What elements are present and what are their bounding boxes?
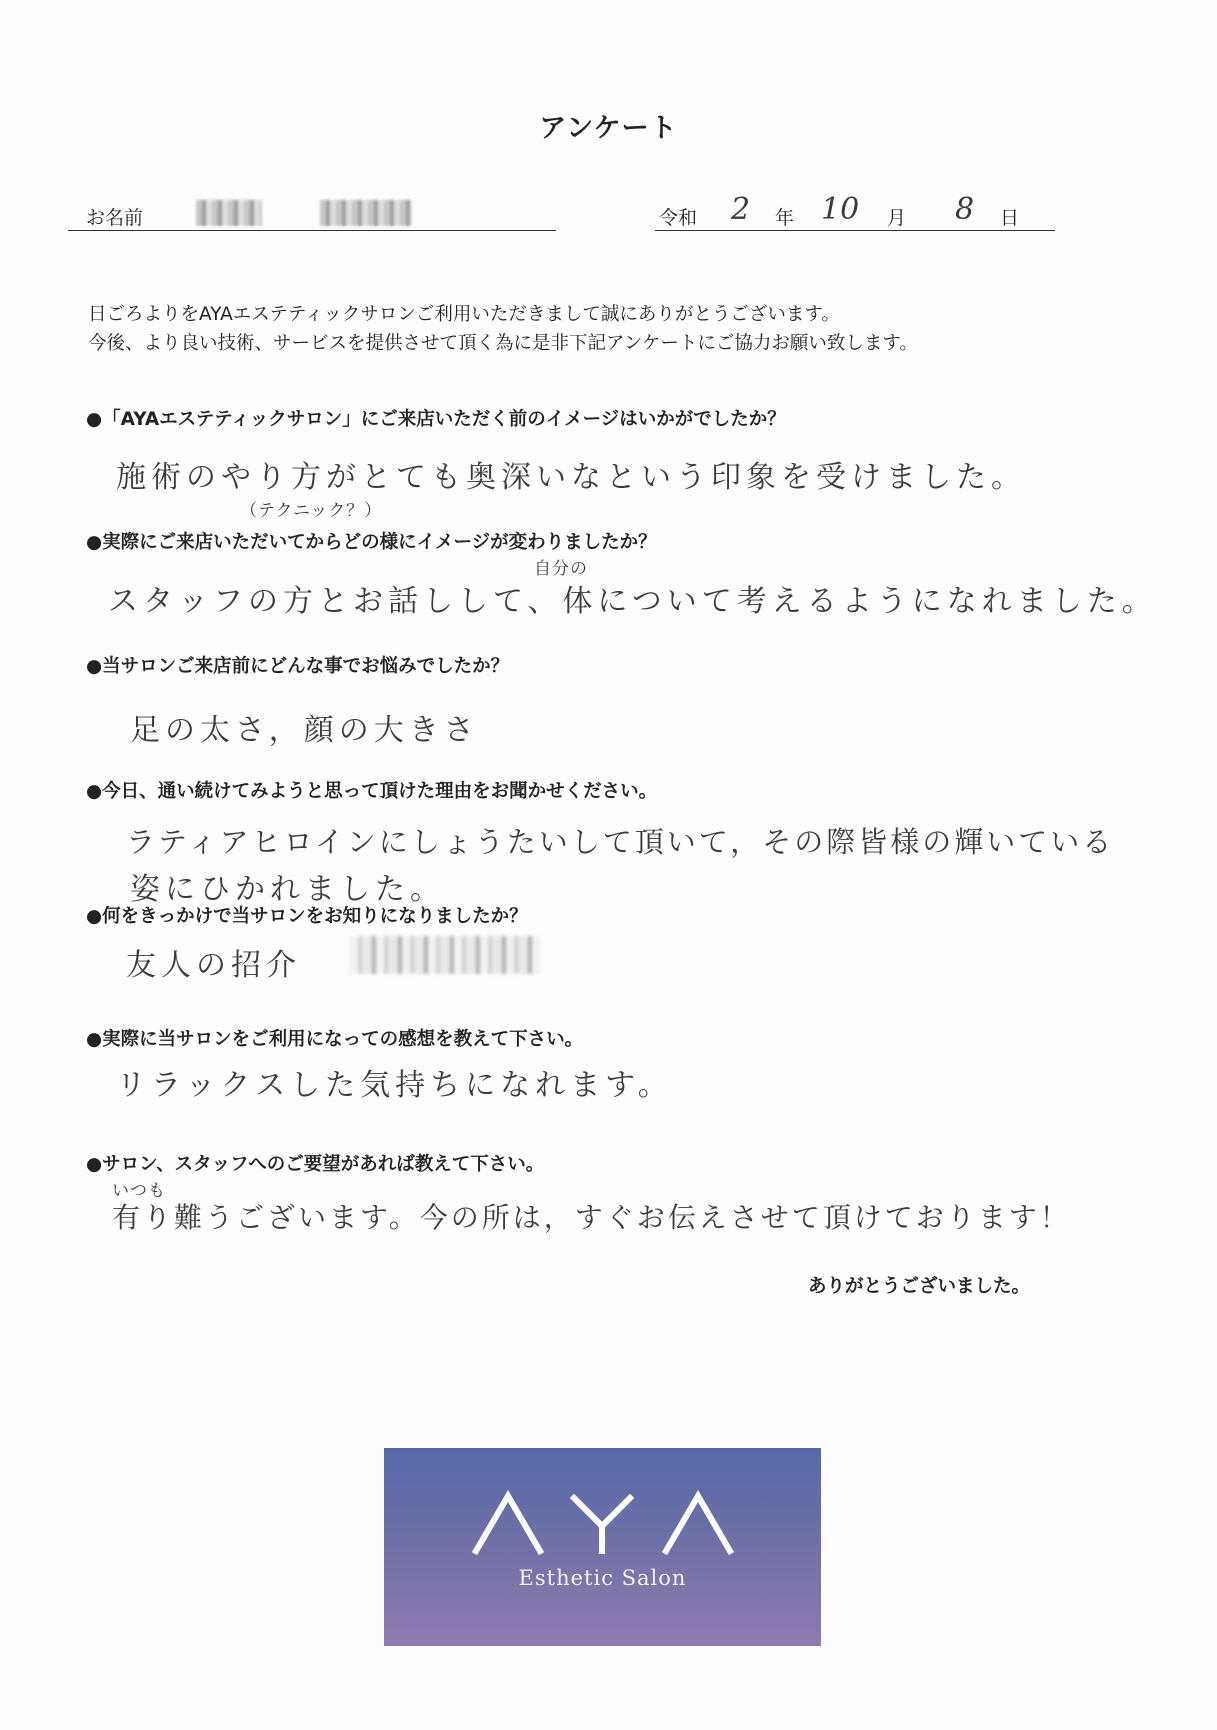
answer-5: 友人の招介 (126, 948, 301, 983)
name-redaction (196, 200, 262, 226)
answer-1: 施術のやり方がとても奥深いなという印象を受けました。 (116, 460, 1026, 495)
answer-7-note: いつも (112, 1181, 166, 1201)
answer-3: 足の太さ，顔の大きさ (130, 713, 479, 748)
logo-subtitle: Esthetic Salon (518, 1566, 687, 1590)
intro-text (88, 300, 918, 358)
closing-text: ありがとうございました。 (808, 1276, 1031, 1297)
question-4: ●今日、通い続けてみようと思って頂けた理由をお聞かせください。 (86, 781, 658, 802)
question-2: ●実際にご来店いただいてからどの様にイメージが変わりましたか？ (86, 532, 657, 553)
question-7: ●サロン、スタッフへのご要望があれば教えて下さい。 (86, 1154, 545, 1175)
answer-2: スタッフの方とお話しして、体について考えるようになれました。 (108, 584, 1157, 619)
date-day: 8 (955, 192, 975, 227)
question-1: ●「AYAエステティックサロン」にご来店いただく前のイメージはいかがでしたか？ (86, 409, 786, 430)
answer-6: リラックスした気持ちになれます。 (116, 1068, 673, 1103)
intro-line: 今後、より良い技術、サービスを提供させて頂く為に是非下記アンケートにご協力お願い致します。 (88, 333, 918, 354)
page-title: アンケート (539, 113, 678, 144)
question-3: ●当サロンご来店前にどんな事でお悩みでしたか？ (86, 656, 510, 677)
date-month: 10 (821, 192, 860, 227)
date-year: 2 (731, 192, 751, 227)
name-field (68, 196, 556, 231)
answer-1-note: （テクニック？） (240, 501, 383, 521)
question-6: ●実際に当サロンをご利用になっての感想を教えて下さい。 (86, 1029, 584, 1050)
aya-logo (384, 1448, 821, 1646)
date-era: 令和 (659, 207, 698, 229)
answer-5-redaction (350, 936, 540, 974)
question-5: ●何をきっかけで当サロンをお知りになりましたか？ (86, 906, 528, 927)
intro-line: 日ごろよりをAYAエステティックサロンご利用いただきまして誠にありがとうございます。 (88, 304, 840, 325)
name-label: お名前 (86, 207, 144, 229)
answer-4-line-1: ラティアヒロインにしょうたいして頂いて，その際皆様の輝いている (126, 825, 1115, 859)
answer-7: 有り難うございます。今の所は，すぐお伝えさせて頂けております！ (112, 1201, 1071, 1234)
answer-2-note: 自分の (534, 559, 588, 579)
aya-logo-mark (384, 1448, 821, 1646)
date-field (655, 192, 1055, 231)
date-year-unit: 年 (775, 207, 795, 229)
answer-4-line-2: 姿にひかれました。 (130, 872, 445, 907)
date-month-unit: 月 (887, 207, 907, 229)
date-day-unit: 日 (1000, 207, 1020, 229)
name-redaction (320, 200, 412, 226)
